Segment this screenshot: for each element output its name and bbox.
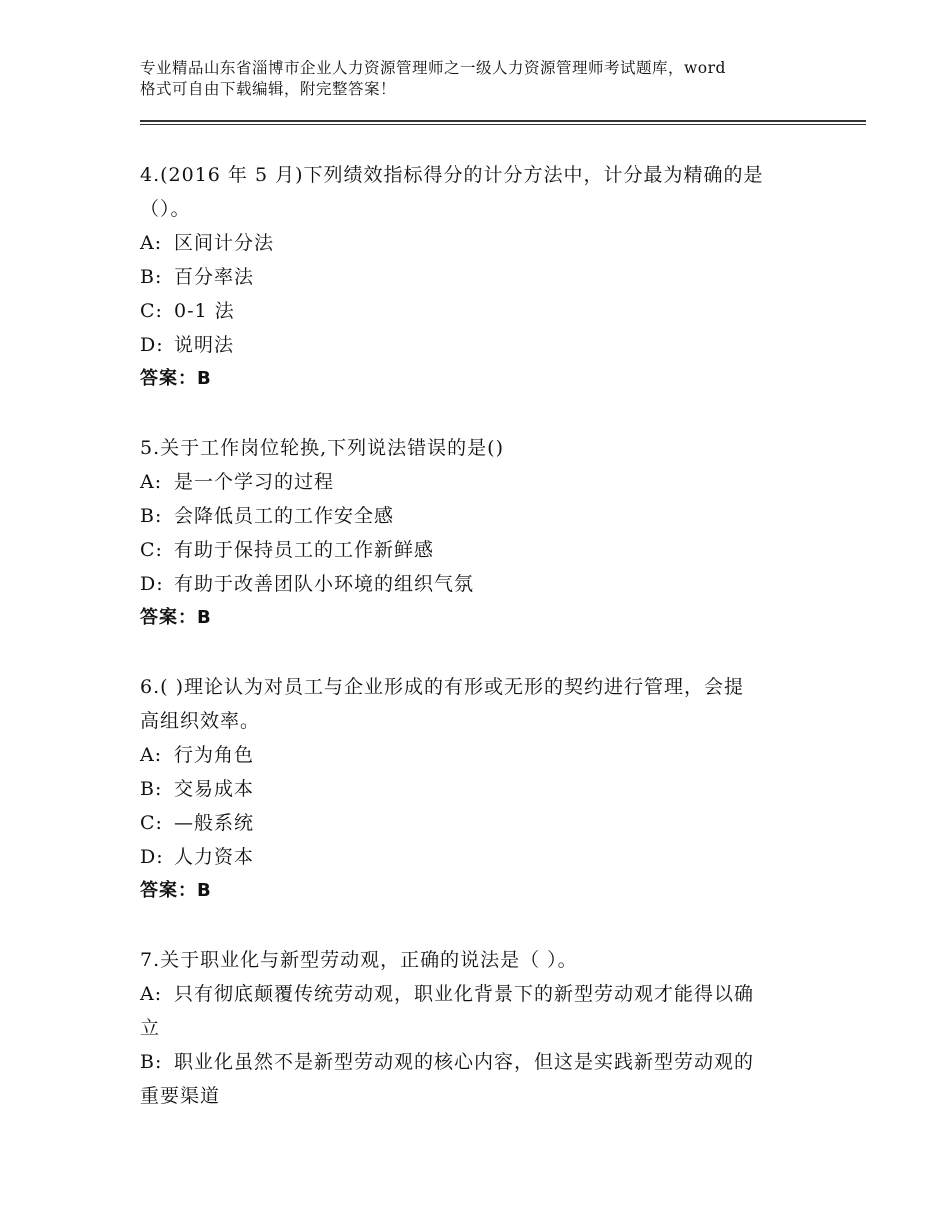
option-d: D: 说明法 xyxy=(140,334,235,356)
option-c: C: 0-1 法 xyxy=(140,300,235,322)
option-b: B: 交易成本 xyxy=(140,778,255,800)
header-line-1: 专业精品山东省淄博市企业人力资源管理师之一级人力资源管理师考试题库，word xyxy=(140,59,726,77)
answer-label: 答案：B xyxy=(140,368,212,389)
document-header xyxy=(140,58,830,100)
question-list xyxy=(140,158,830,1113)
option-b: B: 职业化虽然不是新型劳动观的核心内容，但这是实践新型劳动观的 重要渠道 xyxy=(140,1051,755,1107)
question-stem: 5.关于工作岗位轮换,下列说法错误的是() xyxy=(140,437,504,459)
answer-label: 答案：B xyxy=(140,607,212,628)
question-stem: 6.( )理论认为对员工与企业形成的有形或无形的契约进行管理，会提 高组织效率。 xyxy=(140,676,744,732)
question-stem: 7.关于职业化与新型劳动观，正确的说法是（ ）。 xyxy=(140,949,578,971)
question-6 xyxy=(140,670,830,908)
option-a: A: 区间计分法 xyxy=(140,232,275,254)
option-b: B: 会降低员工的工作安全感 xyxy=(140,505,395,527)
option-b: B: 百分率法 xyxy=(140,266,255,288)
question-4 xyxy=(140,158,830,396)
question-7 xyxy=(140,943,830,1113)
question-5 xyxy=(140,431,830,635)
option-a: A: 行为角色 xyxy=(140,744,255,766)
option-a: A: 只有彻底颠覆传统劳动观，职业化背景下的新型劳动观才能得以确 立 xyxy=(140,983,755,1039)
question-stem: 4.(2016 年 5 月)下列绩效指标得分的计分方法中，计分最为精确的是 （）。 xyxy=(140,164,764,220)
option-c: C: —般系统 xyxy=(140,812,255,834)
option-a: A: 是一个学习的过程 xyxy=(140,471,335,493)
header-divider-thin xyxy=(140,124,866,125)
header-divider-thick xyxy=(140,120,866,122)
option-d: D: 有助于改善团队小环境的组织气氛 xyxy=(140,573,475,595)
option-d: D: 人力资本 xyxy=(140,846,255,868)
option-c: C: 有助于保持员工的工作新鲜感 xyxy=(140,539,435,561)
header-line-2: 格式可自由下载编辑，附完整答案！ xyxy=(140,80,397,98)
answer-label: 答案：B xyxy=(140,880,212,901)
